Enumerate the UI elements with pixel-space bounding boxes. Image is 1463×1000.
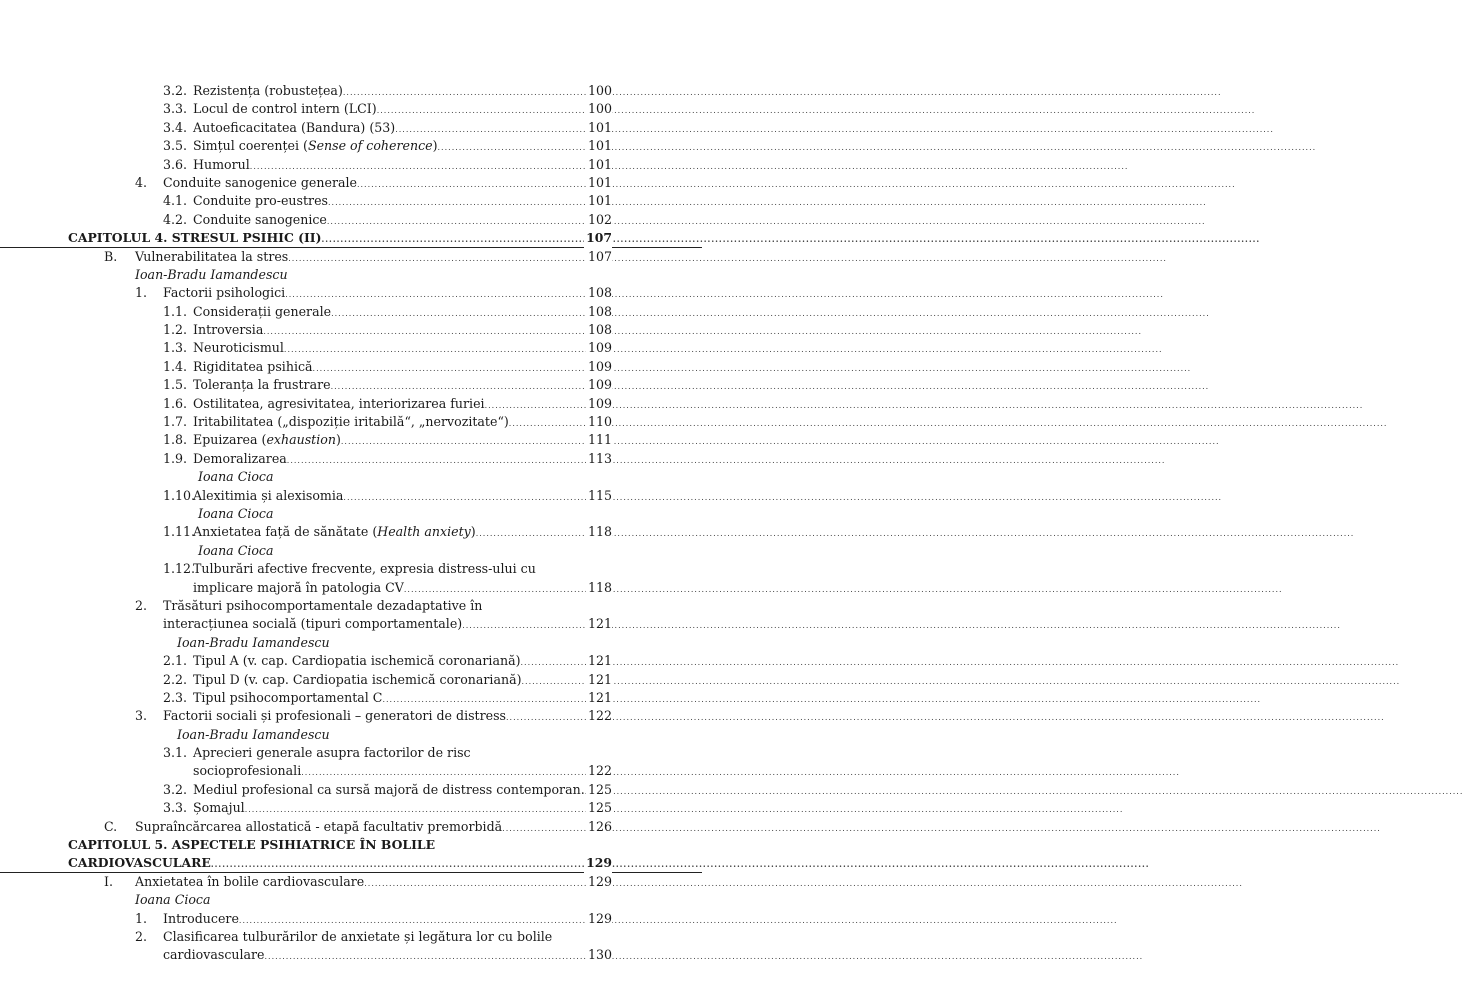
toc-leader-dots <box>321 230 612 248</box>
toc-entry-number: 3.3. <box>163 800 188 816</box>
toc-entry <box>0 376 702 394</box>
toc-page-number: 121 <box>586 689 612 707</box>
toc-entry <box>0 928 702 946</box>
toc-entry-number: 3.1. <box>163 745 188 761</box>
toc-entry <box>0 615 702 633</box>
toc-page-number: 130 <box>586 946 612 964</box>
toc-entry-title: Toleranța la frustrare <box>193 377 331 393</box>
toc-entry <box>0 689 702 707</box>
toc-entry-number: I. <box>104 873 113 889</box>
toc-entry <box>0 119 702 137</box>
toc-chapter-heading <box>0 229 702 247</box>
toc-page-number: 108 <box>586 303 612 321</box>
toc-author-name: Ioana Cioca <box>198 469 274 485</box>
toc-entry-title: Epuizarea (exhaustion) <box>193 432 341 448</box>
toc-entry-title: Factorii sociali și profesionali – generatori de distress <box>163 708 507 724</box>
toc-entry-title: Rigiditatea psihică <box>193 358 313 374</box>
toc-leader-dots <box>265 948 612 966</box>
toc-author-name: Ioan-Bradu Iamandescu <box>177 726 330 742</box>
toc-entry <box>0 652 702 670</box>
toc-entry-number: 1.8. <box>163 432 188 448</box>
toc-entry <box>0 579 702 597</box>
toc-entry-number: 2. <box>135 928 148 944</box>
toc-author-line <box>0 891 702 909</box>
toc-entry <box>0 560 702 578</box>
toc-entry-number: 1.7. <box>163 414 188 430</box>
toc-entry <box>0 946 702 964</box>
toc-entry-title: Alexitimia și alexisomia <box>193 487 344 503</box>
toc-entry-number: 2.3. <box>163 689 188 705</box>
toc-page-number: 108 <box>586 284 612 302</box>
toc-entry-title: CAPITOLUL 5. ASPECTELE PSIHIATRICE ÎN BOLILE <box>68 837 436 853</box>
toc-page-number: 121 <box>586 615 612 633</box>
toc-chapter-heading <box>0 836 702 854</box>
table-of-contents <box>0 82 702 965</box>
toc-entry-number: 3.2. <box>163 781 188 797</box>
toc-entry <box>0 82 702 100</box>
toc-chapter-heading <box>0 854 702 872</box>
toc-entry-number: 3.2. <box>163 83 188 98</box>
toc-entry <box>0 818 702 836</box>
toc-entry-number: 3.5. <box>163 138 188 154</box>
toc-entry-number: 2.1. <box>163 653 188 669</box>
toc-entry-title: Considerații generale <box>193 303 332 319</box>
toc-entry-title: Humorul <box>193 156 250 172</box>
toc-page-number: 109 <box>586 339 612 357</box>
toc-entry <box>0 762 702 780</box>
toc-entry-title: Trăsături psihocomportamentale dezadaptative în <box>163 597 483 613</box>
toc-entry <box>0 487 702 505</box>
toc-entry-title: Clasificarea tulburărilor de anxietate și legătura lor cu bolile <box>163 928 553 944</box>
toc-entry <box>0 303 702 321</box>
toc-entry-number: 3.6. <box>163 156 188 172</box>
toc-entry-number: 2.2. <box>163 671 188 687</box>
toc-entry-number: C. <box>104 818 118 834</box>
toc-entry <box>0 137 702 155</box>
toc-author-line <box>0 505 702 523</box>
toc-entry <box>0 910 702 928</box>
toc-page-number: 125 <box>586 799 612 817</box>
toc-author-name: Ioan-Bradu Iamandescu <box>177 634 330 650</box>
toc-author-line <box>0 634 702 652</box>
toc-page-number: 110 <box>586 413 612 431</box>
toc-entry-title: Șomajul <box>193 800 245 816</box>
toc-page-number: 107 <box>584 229 612 247</box>
toc-entry-title: interacțiunea socială (tipuri comportamentale) <box>163 616 463 632</box>
toc-page-number: 101 <box>586 137 612 155</box>
toc-entry-title: Introducere <box>163 910 239 926</box>
toc-entry <box>0 671 702 689</box>
toc-author-line <box>0 266 702 284</box>
toc-entry-title: Tipul psihocomportamental C <box>193 689 383 705</box>
toc-entry <box>0 358 702 376</box>
toc-entry-number: 1.11. <box>163 524 196 540</box>
toc-entry-number: 1.12. <box>163 561 196 577</box>
toc-page-number: 101 <box>586 156 612 174</box>
toc-entry-title: Conduite pro-eustres <box>193 193 328 209</box>
toc-page-number: 122 <box>586 762 612 780</box>
toc-entry <box>0 873 702 891</box>
toc-page-number: 107 <box>586 248 612 266</box>
toc-entry <box>0 321 702 339</box>
toc-author-name: Ioan-Bradu Iamandescu <box>135 266 288 282</box>
toc-entry-title: Aprecieri generale asupra factorilor de risc <box>193 745 471 761</box>
toc-entry <box>0 781 702 799</box>
toc-entry-title: Simțul coerenței (Sense of coherence) <box>193 138 438 154</box>
toc-author-line <box>0 542 702 560</box>
toc-entry-title: CARDIOVASCULARE <box>68 855 211 871</box>
toc-page-number: 109 <box>586 358 612 376</box>
toc-page-number: 109 <box>586 395 612 413</box>
toc-author-line <box>0 468 702 486</box>
toc-entry <box>0 156 702 174</box>
toc-entry-title: Autoeficacitatea (Bandura) (53) <box>193 119 396 135</box>
toc-page-number: 129 <box>584 854 612 872</box>
toc-page-number: 121 <box>586 652 612 670</box>
toc-entry-number: 1.6. <box>163 395 188 411</box>
toc-entry-number: 3.4. <box>163 119 188 135</box>
toc-page-number: 101 <box>586 119 612 137</box>
toc-author-name: Ioana Cioca <box>198 542 274 558</box>
toc-author-name: Ioana Cioca <box>198 505 274 521</box>
toc-page-number: 121 <box>586 671 612 689</box>
toc-entry-title: Supraîncărcarea allostatică - etapă facultativ premorbidă <box>135 818 503 834</box>
toc-entry-title: Neuroticismul <box>193 340 284 356</box>
toc-entry <box>0 339 702 357</box>
toc-entry-number: 3.3. <box>163 101 188 117</box>
toc-entry-title: Vulnerabilitatea la stres <box>135 248 289 264</box>
toc-entry-title: Conduite sanogenice <box>193 211 327 227</box>
toc-entry-title: Conduite sanogenice generale <box>163 174 357 190</box>
toc-entry-number: 4. <box>135 174 148 190</box>
toc-entry <box>0 450 702 468</box>
toc-page-number: 101 <box>586 192 612 210</box>
toc-entry-title: Tipul D (v. cap. Cardiopatia ischemică coronariană) <box>193 671 522 687</box>
toc-entry <box>0 799 702 817</box>
toc-entry-title: Tipul A (v. cap. Cardiopatia ischemică coronariană) <box>193 653 521 669</box>
toc-page-number: 129 <box>586 910 612 928</box>
toc-entry-number: 1. <box>135 910 148 926</box>
toc-entry-number: 1.3. <box>163 340 188 356</box>
toc-page-number: 100 <box>586 82 612 100</box>
toc-entry-title: Rezistența (robustețea) <box>193 83 343 98</box>
toc-page-number: 125 <box>586 781 612 799</box>
toc-entry-number: 4.2. <box>163 211 188 227</box>
toc-page-number: 129 <box>586 873 612 891</box>
toc-entry-title: Anxietatea față de sănătate (Health anxiety) <box>193 524 476 540</box>
toc-entry-title: socioprofesionali <box>193 763 302 779</box>
toc-entry <box>0 284 702 302</box>
toc-entry-number: 2. <box>135 597 148 613</box>
toc-entry-number: 4.1. <box>163 193 188 209</box>
toc-page-number: 111 <box>586 431 612 449</box>
toc-entry-title: Locul de control intern (LCI) <box>193 101 377 117</box>
toc-page-number: 108 <box>586 321 612 339</box>
toc-entry <box>0 248 702 266</box>
toc-page-number: 115 <box>586 487 612 505</box>
toc-page-number: 109 <box>586 376 612 394</box>
toc-entry-number: 1.9. <box>163 450 188 466</box>
toc-entry-title: Demoralizarea <box>193 450 287 466</box>
toc-entry-number: 3. <box>135 708 148 724</box>
toc-entry-number: 1.4. <box>163 358 188 374</box>
toc-entry <box>0 707 702 725</box>
toc-entry-number: B. <box>104 248 118 264</box>
toc-page-number: 118 <box>586 579 612 597</box>
toc-entry-number: 1.5. <box>163 377 188 393</box>
toc-entry-title: Mediul profesional ca sursă majoră de distress contemporan. <box>193 781 585 797</box>
toc-entry-number: 1.2. <box>163 322 188 338</box>
toc-entry <box>0 431 702 449</box>
toc-entry <box>0 523 702 541</box>
toc-page-number: 100 <box>586 100 612 118</box>
toc-page-number: 118 <box>586 523 612 541</box>
toc-entry-title: CAPITOLUL 4. STRESUL PSIHIC (II) <box>68 230 322 246</box>
toc-entry <box>0 413 702 431</box>
toc-page-number: 122 <box>586 707 612 725</box>
toc-entry-number: 1.1. <box>163 303 188 319</box>
toc-entry-title: Iritabilitatea („dispoziție iritabilă“, „nervozitate“) <box>193 414 509 430</box>
toc-entry-title: implicare majoră în patologia CV <box>193 579 404 595</box>
toc-entry <box>0 395 702 413</box>
toc-entry <box>0 174 702 192</box>
toc-entry <box>0 192 702 210</box>
toc-entry-title: Anxietatea în bolile cardiovasculare <box>135 873 365 889</box>
toc-entry-title: Ostilitatea, agresivitatea, interiorizarea furiei <box>193 395 485 411</box>
toc-entry-title: Tulburări afective frecvente, expresia distress-ului cu <box>193 561 536 577</box>
toc-page-number: 101 <box>586 174 612 192</box>
toc-entry <box>0 100 702 118</box>
toc-entry <box>0 597 702 615</box>
toc-entry-title: Introversia <box>193 322 264 338</box>
toc-entry-title: cardiovasculare <box>163 947 265 963</box>
toc-entry <box>0 744 702 762</box>
toc-page-number: 113 <box>586 450 612 468</box>
toc-entry-number: 1.10. <box>163 487 196 503</box>
toc-author-line <box>0 726 702 744</box>
toc-entry-title: Factorii psihologici <box>163 285 286 301</box>
toc-leader-dots <box>211 855 612 873</box>
toc-entry <box>0 211 702 229</box>
toc-page-number: 126 <box>586 818 612 836</box>
toc-entry-number: 1. <box>135 285 148 301</box>
toc-page-number: 102 <box>586 211 612 229</box>
toc-author-name: Ioana Cioca <box>135 892 211 908</box>
